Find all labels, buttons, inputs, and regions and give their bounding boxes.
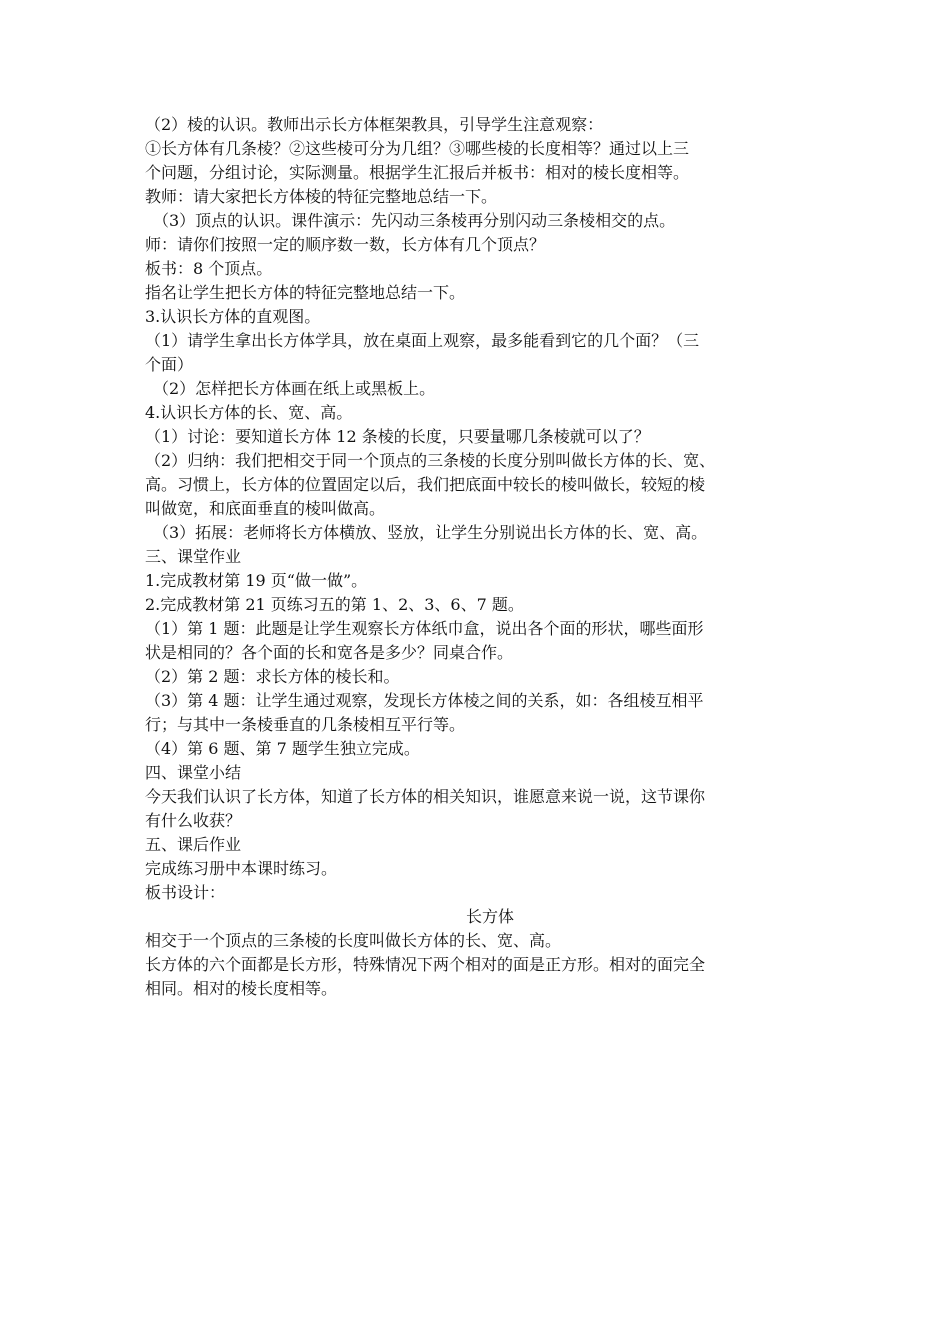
paragraph-classwork-2: 2.完成教材第 21 页练习五的第 1、2、3、6、7 题。 [145,595,524,614]
paragraph-summarize-features: 指名让学生把长方体的特征完整地总结一下。 [145,283,466,302]
paragraph-count-vertices: 师：请你们按照一定的顺序数一数，长方体有几个顶点？ [145,235,546,254]
paragraph-edge-questions-1: ①长方体有几条棱？②这些棱可分为几组？③哪些棱的长度相等？通过以上三 [145,139,690,158]
heading-board-design: 板书设计： [145,883,226,902]
paragraph-observe-faces-2: 个面） [145,355,194,374]
paragraph-homework: 完成练习册中本课时练习。 [145,859,338,878]
board-line-2: 长方体的六个面都是长方形，特殊情况下两个相对的面是正方形。相对的面完全 [145,955,706,974]
paragraph-classwork-1: 1.完成教材第 19 页“做一做”。 [145,571,368,590]
paragraph-edge-recognition: （2）棱的认识。教师出示长方体框架教具，引导学生注意观察： [145,115,604,134]
heading-classwork: 三、课堂作业 [145,547,242,566]
paragraph-teacher-summary: 教师：请大家把长方体棱的特征完整地总结一下。 [145,187,498,206]
board-line-1: 相交于一个顶点的三条棱的长度叫做长方体的长、宽、高。 [145,931,562,950]
paragraph-exercise-4-a: （3）第 4 题：让学生通过观察，发现长方体棱之间的关系，如：各组棱互相平 [145,691,704,710]
paragraph-exercise-1-a: （1）第 1 题：此题是让学生观察长方体纸巾盒，说出各个面的形状，哪些面形 [145,619,704,638]
paragraph-vertex-recognition: （3）顶点的认识。课件演示：先闪动三条棱再分别闪动三条棱相交的点。 [153,211,676,230]
paragraph-draw-cuboid: （2）怎样把长方体画在纸上或黑板上。 [153,379,436,398]
paragraph-observe-faces-1: （1）请学生拿出长方体学具，放在桌面上观察，最多能看到它的几个面？（三 [145,331,700,350]
paragraph-extension: （3）拓展：老师将长方体横放、竖放，让学生分别说出长方体的长、宽、高。 [153,523,708,542]
document-body [145,113,815,1001]
paragraph-exercise-1-b: 状是相同的？各个面的长和宽各是多少？同桌合作。 [145,643,514,662]
paragraph-induction-3: 叫做宽，和底面垂直的棱叫做高。 [145,499,386,518]
paragraph-summary-1: 今天我们认识了长方体，知道了长方体的相关知识，谁愿意来说一说，这节课你 [145,787,706,806]
heading-length-width-height: 4.认识长方体的长、宽、高。 [145,403,353,422]
paragraph-induction-2: 高。习惯上，长方体的位置固定以后，我们把底面中较长的棱叫做长，较短的棱 [145,475,706,494]
paragraph-exercise-6-7: （4）第 6 题、第 7 题学生独立完成。 [145,739,420,758]
paragraph-induction-1: （2）归纳：我们把相交于同一个顶点的三条棱的长度分别叫做长方体的长、宽、 [145,451,716,470]
heading-homework: 五、课后作业 [145,835,242,854]
heading-class-summary: 四、课堂小结 [145,763,242,782]
paragraph-discussion: （1）讨论：要知道长方体 12 条棱的长度，只要量哪几条棱就可以了？ [145,427,650,446]
paragraph-exercise-4-b: 行；与其中一条棱垂直的几条棱相互平行等。 [145,715,466,734]
paragraph-exercise-2: （2）第 2 题：求长方体的棱长和。 [145,667,400,686]
heading-intuitive-diagram: 3.认识长方体的直观图。 [145,307,321,326]
paragraph-edge-questions-2: 个问题，分组讨论，实际测量。根据学生汇报后并板书：相对的棱长度相等。 [145,163,690,182]
board-title: 长方体 [465,907,514,926]
paragraph-summary-2: 有什么收获？ [145,811,242,830]
paragraph-board-vertices: 板书：8 个顶点。 [145,259,273,278]
board-line-3: 相同。相对的棱长度相等。 [145,979,338,998]
